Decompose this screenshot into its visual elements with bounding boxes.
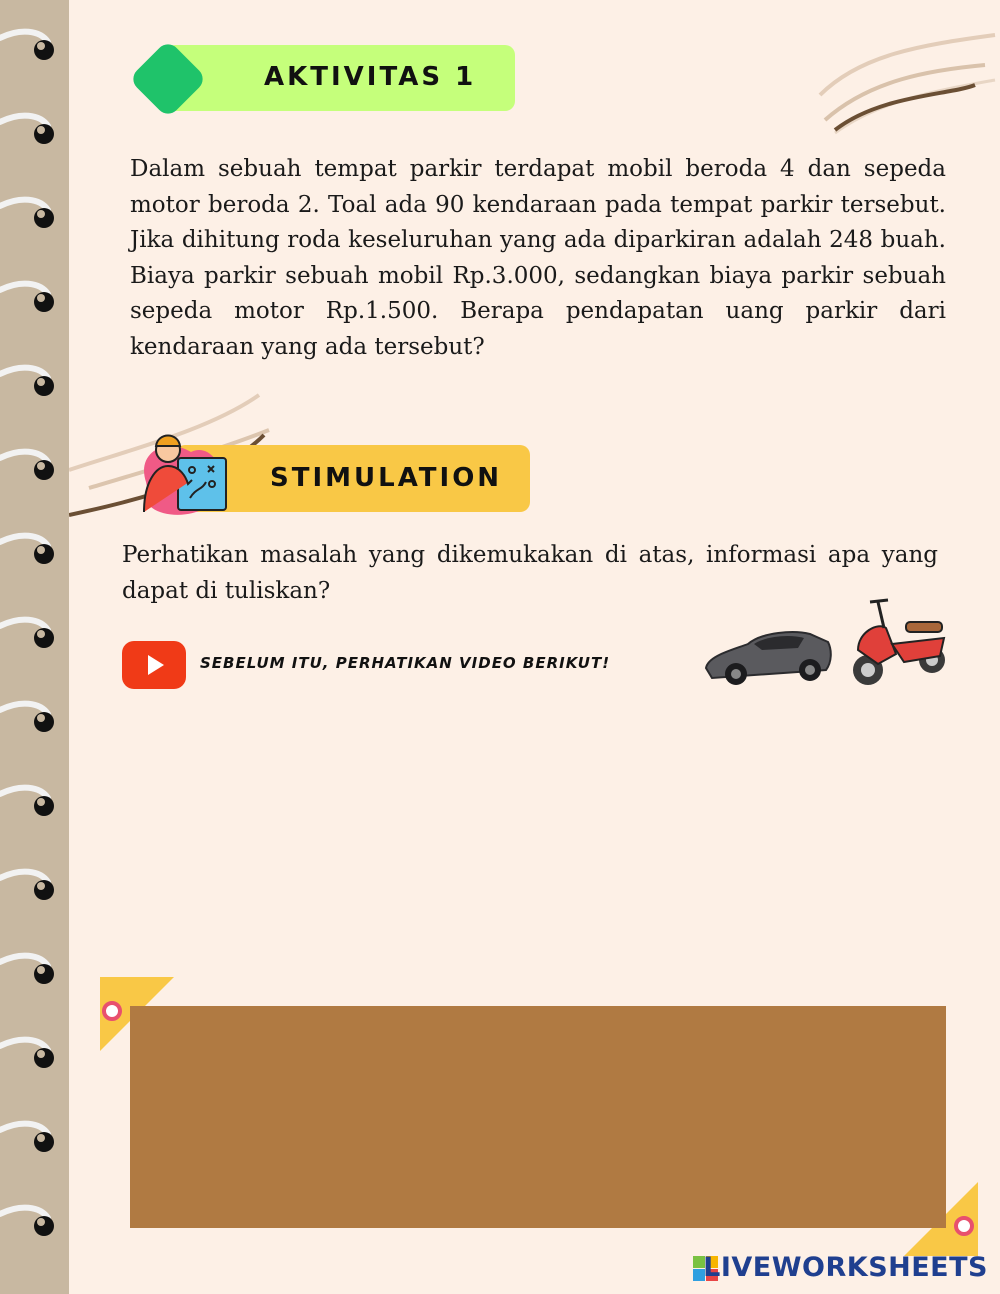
spiral-ring xyxy=(0,532,70,572)
spiral-ring xyxy=(0,280,70,320)
spiral-ring xyxy=(0,364,70,404)
spiral-ring xyxy=(0,868,70,908)
spiral-ring xyxy=(0,952,70,992)
stimulation-title: STIMULATION xyxy=(270,463,503,493)
diamond-icon xyxy=(120,32,216,126)
video-note: SEBELUM ITU, PERHATIKAN VIDEO BERIKUT! xyxy=(200,654,611,672)
answer-box[interactable] xyxy=(130,1006,946,1228)
brand-name: LIVEWORKSHEETS xyxy=(703,1252,988,1283)
swirl-decoration xyxy=(800,25,1000,140)
spiral-ring xyxy=(0,112,70,152)
spiral-ring xyxy=(0,1204,70,1244)
spiral-ring xyxy=(0,700,70,740)
activity-title: AKTIVITAS 1 xyxy=(264,62,477,92)
spiral-ring xyxy=(0,616,70,656)
spiral-ring xyxy=(0,196,70,236)
sports-car-icon xyxy=(702,622,834,688)
spiral-ring xyxy=(0,1036,70,1076)
spiral-ring xyxy=(0,784,70,824)
spiral-ring xyxy=(0,1120,70,1160)
youtube-play-icon[interactable] xyxy=(122,641,186,689)
problem-text: Dalam sebuah tempat parkir terdapat mobil beroda 4 dan sepeda motor beroda 2. Toal ada 90 kendaraan pada tempat parkir tersebut. Jika dihitung roda keseluruhan yang ada diparkiran adalah 248 buah. Biaya parkir sebuah mobil Rp.3.000, sedangkan biaya parkir sebuah sepeda motor Rp.1.500. Berapa pendapatan uang parkir dari kendaraan yang ada tersebut? xyxy=(130,156,946,360)
scooter-icon xyxy=(848,592,948,690)
spiral-ring xyxy=(0,448,70,488)
stimulation-question: Perhatikan masalah yang dikemukakan di atas, informasi apa yang dapat di tuliskan? xyxy=(122,542,938,604)
spiral-ring xyxy=(0,28,70,68)
teacher-icon xyxy=(136,422,230,516)
